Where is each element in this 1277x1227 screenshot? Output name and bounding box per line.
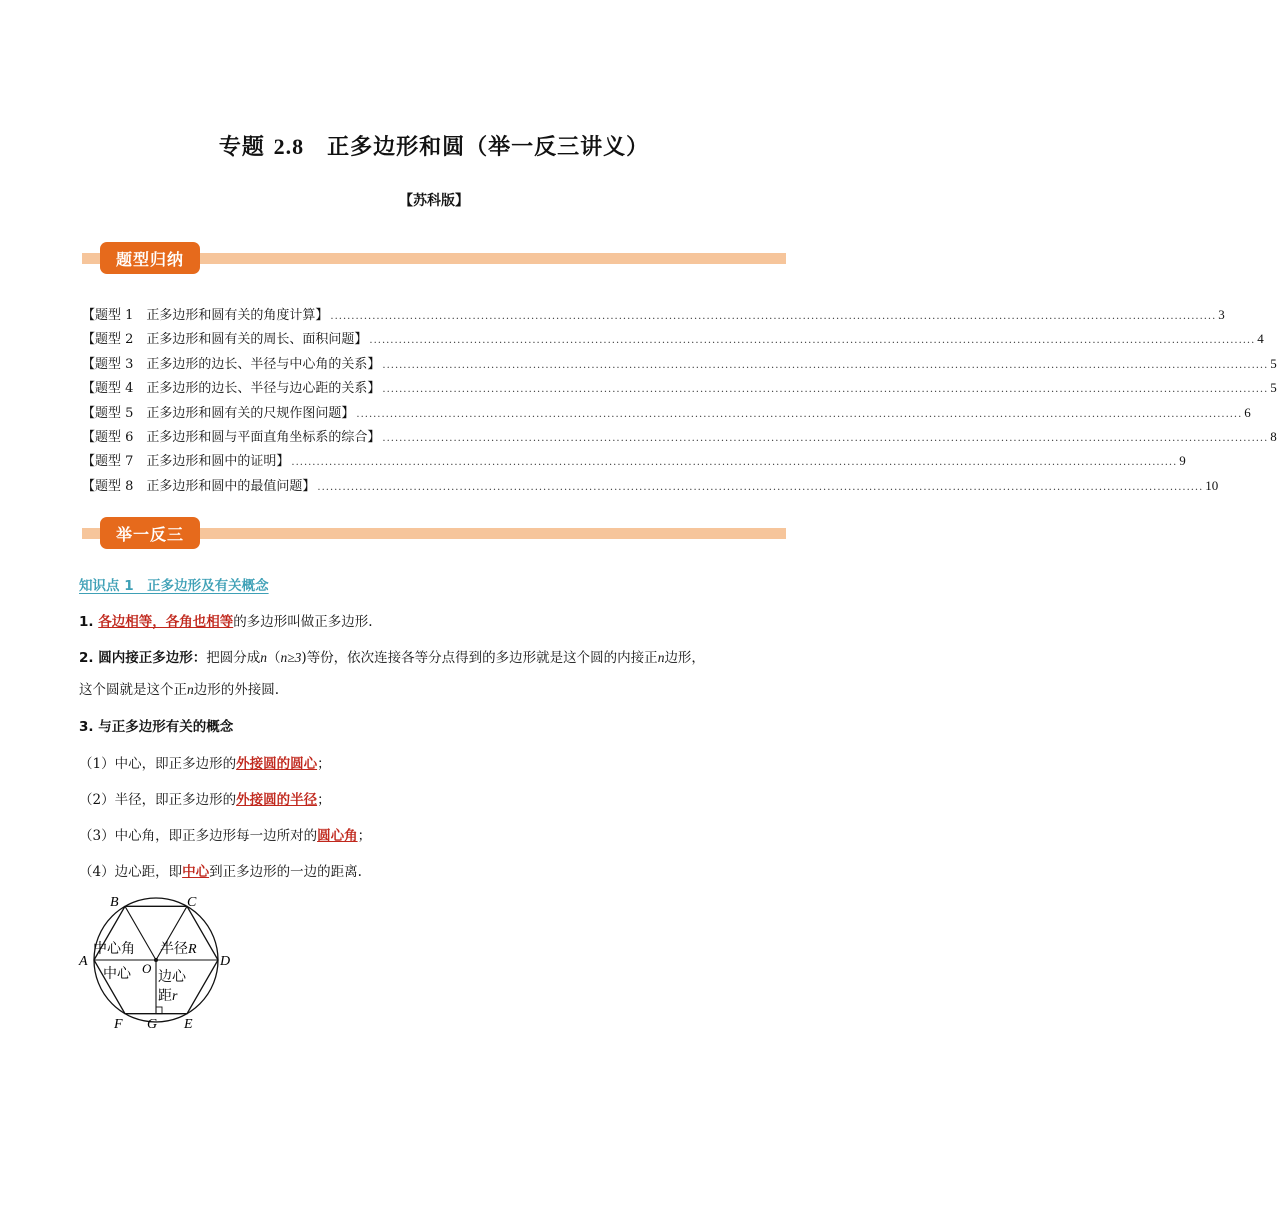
toc-item-page: 10	[1205, 477, 1219, 493]
toc-item-page: 5	[1270, 380, 1277, 396]
title-prefix: 专题	[218, 135, 274, 160]
radius-label: 半径R	[160, 942, 197, 957]
p2-text-e: 这个圆就是这个正	[79, 682, 187, 698]
p2-text-d: 边形，	[664, 650, 705, 666]
apothem-label-2: 距r	[158, 989, 178, 1004]
point-o-label: O	[142, 961, 152, 976]
hexagon-circle-diagram	[76, 890, 246, 1040]
section-tab-types: 题型归纳	[100, 242, 200, 274]
p1-text: 的多边形叫做正多边形.	[233, 614, 373, 630]
toc-item[interactable]	[82, 353, 1277, 377]
right-angle-mark	[156, 1007, 162, 1014]
toc-dots: ....................................................................................................................................................................................................................	[291, 457, 1178, 469]
concept-text: ；	[357, 828, 372, 844]
point-e-label: E	[184, 1017, 193, 1032]
paragraph-3	[79, 711, 791, 743]
p2-term: 圆内接正多边形：	[98, 650, 207, 666]
p2-text-a: 把圆分成	[206, 650, 261, 666]
p2-var-n: n	[187, 682, 194, 697]
toc-item[interactable]	[82, 426, 1277, 450]
toc-dots: ....................................................................................................................................................................................................................	[382, 384, 1269, 396]
toc-item[interactable]	[82, 475, 1219, 499]
p2-condition: n≥3	[280, 650, 302, 665]
edition-label: 【苏科版】	[399, 193, 469, 209]
paragraph-2	[79, 642, 791, 706]
concept-text: （4）边心距，即	[79, 864, 183, 880]
central-angle-label: 中心角	[93, 942, 135, 957]
toc-item-label: 【题型 1 正多边形和圆有关的角度计算】	[82, 308, 329, 323]
toc-dots: ....................................................................................................................................................................................................................	[382, 359, 1269, 371]
point-c-label: C	[187, 895, 197, 910]
document-title	[0, 130, 868, 161]
concept-text: 到正多边形的一边的距离.	[209, 864, 362, 880]
concept-text: （3）中心角，即正多边形每一边所对的	[79, 828, 318, 844]
toc-item-page: 9	[1179, 453, 1186, 469]
center-point	[154, 958, 158, 962]
concept-item	[79, 746, 791, 782]
toc-dots: ....................................................................................................................................................................................................................	[330, 311, 1217, 322]
toc-item[interactable]	[82, 304, 1225, 328]
concept-item	[79, 854, 791, 890]
toc-item[interactable]	[82, 328, 1264, 352]
toc-item-label: 【题型 2 正多边形和圆有关的周长、面积问题】	[82, 332, 368, 348]
toc-dots: ....................................................................................................................................................................................................................	[317, 481, 1204, 493]
toc-dots: ....................................................................................................................................................................................................................	[382, 432, 1269, 444]
p2-var-n: n	[260, 650, 267, 665]
toc-item-label: 【题型 3 正多边形的边长、半径与中心角的关系】	[82, 356, 381, 372]
concept-text: ；	[317, 756, 331, 772]
concept-highlight: 圆心角	[317, 828, 358, 844]
apothem-label-1: 边心	[158, 970, 186, 985]
toc-item-page: 5	[1270, 355, 1277, 371]
toc-item[interactable]	[82, 402, 1251, 426]
toc-item-label: 【题型 5 正多边形和圆有关的尺规作图问题】	[82, 405, 355, 421]
toc-item-label: 【题型 7 正多边形和圆中的证明】	[82, 454, 290, 470]
table-of-contents	[82, 304, 1277, 499]
toc-item-label: 【题型 6 正多边形和圆与平面直角坐标系的综合】	[82, 429, 381, 445]
toc-item[interactable]	[82, 377, 1277, 401]
p2-text-f: 边形的外接圆.	[193, 682, 280, 698]
p1-number: 1.	[79, 614, 99, 630]
title-number: 2.8	[273, 134, 305, 159]
concept-item	[79, 818, 791, 854]
p2-var-n: n	[657, 650, 665, 665]
concept-highlight: 外接圆的半径	[236, 792, 318, 808]
toc-dots: ....................................................................................................................................................................................................................	[369, 335, 1256, 347]
concept-item	[79, 782, 791, 818]
concept-highlight: 中心	[182, 864, 210, 880]
concept-text: （1）中心，即正多边形的	[79, 756, 237, 772]
section-tab-examples: 举一反三	[100, 517, 200, 549]
p2-text-b: （	[266, 650, 281, 666]
toc-dots: ....................................................................................................................................................................................................................	[356, 408, 1243, 420]
p3-heading: 3. 与正多边形有关的概念	[79, 719, 234, 735]
point-a-label: A	[79, 954, 88, 969]
knowledge-point-heading: 知识点 1 正多边形及有关概念	[79, 578, 269, 594]
concept-text: ；	[317, 792, 331, 808]
paragraph-1	[79, 606, 791, 638]
point-b-label: B	[110, 895, 119, 910]
toc-item-page: 3	[1218, 307, 1225, 322]
p1-highlight: 各边相等，各角也相等	[98, 614, 234, 630]
toc-item-label: 【题型 8 正多边形和圆中的最值问题】	[82, 478, 316, 494]
toc-item-label: 【题型 4 正多边形的边长、半径与边心距的关系】	[82, 381, 381, 397]
toc-item-page: 8	[1270, 428, 1277, 444]
point-f-label: F	[114, 1017, 123, 1032]
concept-text: （2）半径，即正多边形的	[79, 792, 237, 808]
p2-number: 2.	[79, 650, 99, 666]
toc-item-page: 4	[1257, 331, 1264, 347]
concept-list	[79, 746, 791, 890]
point-d-label: D	[220, 954, 231, 969]
concept-highlight: 外接圆的圆心	[236, 756, 318, 772]
title-main: 正多边形和圆（举一反三讲义）	[327, 135, 650, 160]
center-label: 中心	[103, 967, 131, 982]
p2-text-c: )等份，依次连接各等分点得到的多边形就是这个圆的内接正	[301, 650, 658, 666]
point-g-label: G	[147, 1017, 158, 1032]
toc-item-page: 6	[1244, 404, 1251, 420]
toc-item[interactable]	[82, 450, 1186, 474]
